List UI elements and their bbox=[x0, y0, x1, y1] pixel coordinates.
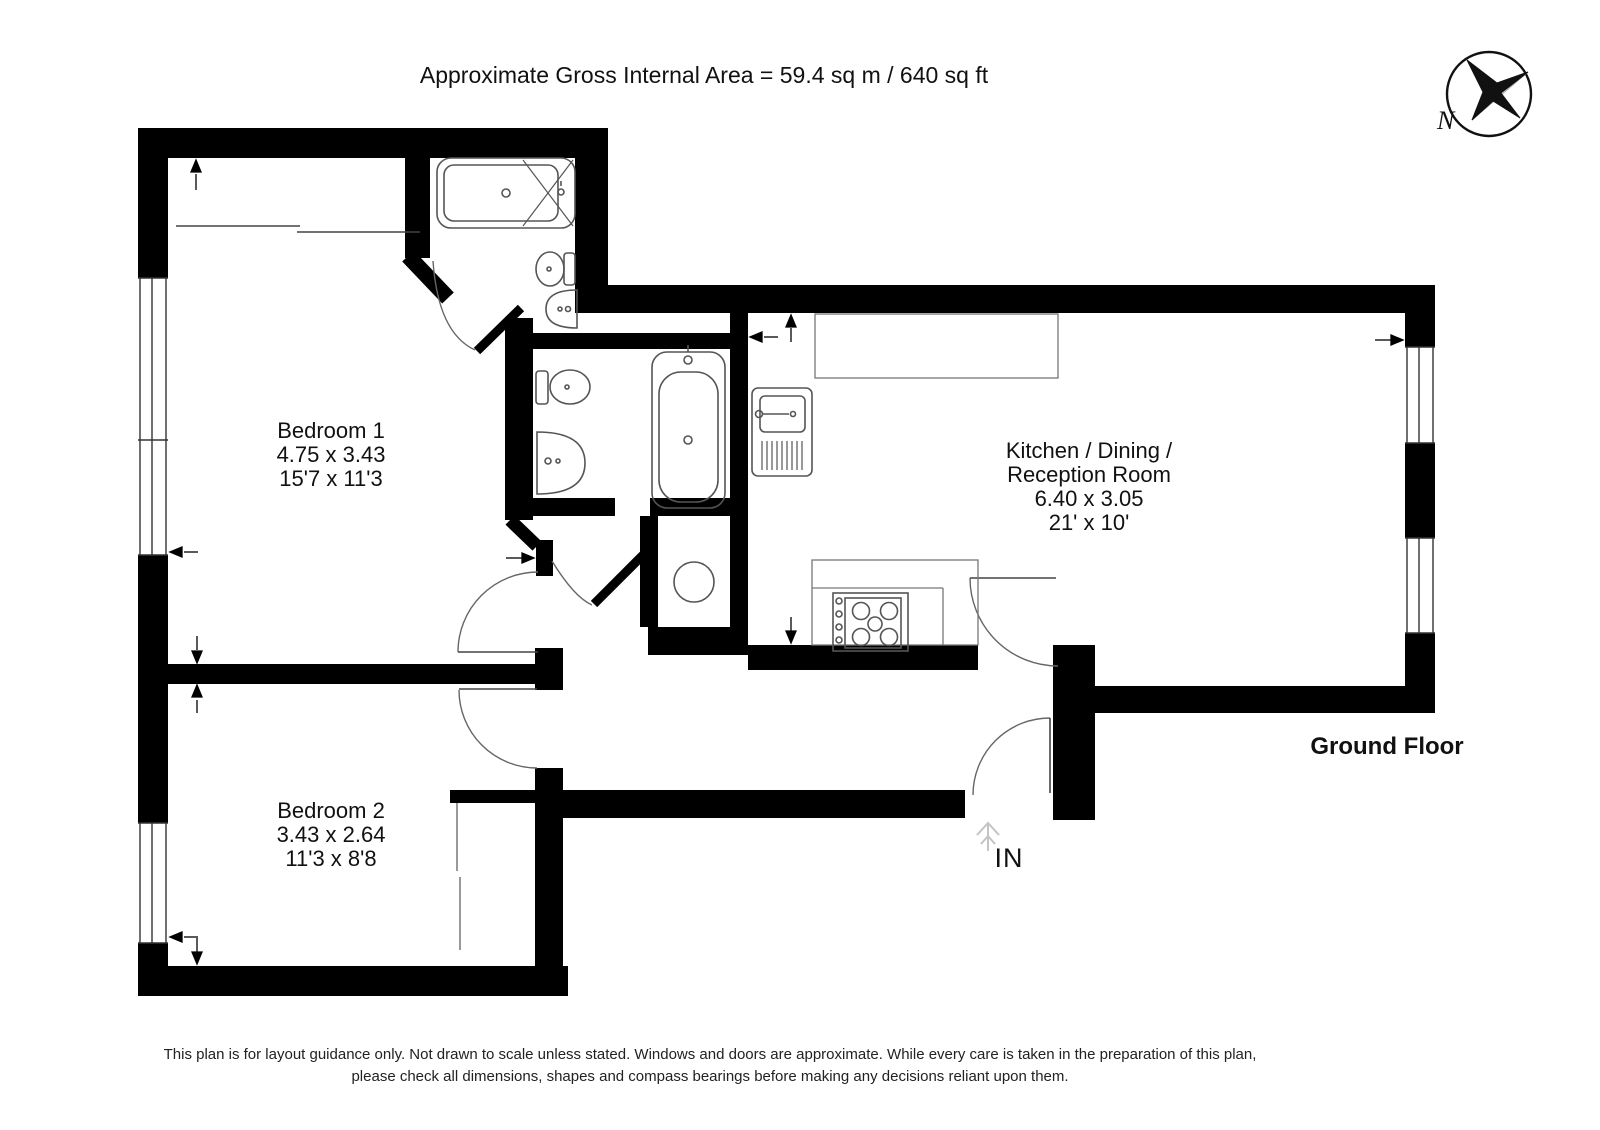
basin-1 bbox=[546, 290, 577, 328]
basin-2 bbox=[537, 432, 585, 494]
cylinder-cupboard bbox=[674, 562, 714, 602]
door-entrance bbox=[973, 718, 1050, 795]
door-bedroom1 bbox=[458, 572, 538, 652]
kitchen-metric: 6.40 x 3.05 bbox=[1034, 486, 1144, 511]
disclaimer-line2: please check all dimensions, shapes and compass bearings before making any decisions reliant upon them. bbox=[351, 1068, 1069, 1085]
compass-rose-icon bbox=[1447, 52, 1531, 136]
door-bathroom2 bbox=[552, 549, 649, 605]
entrance-label: IN bbox=[994, 843, 1024, 873]
floor-name: Ground Floor bbox=[1310, 733, 1464, 760]
bedroom2-name: Bedroom 2 bbox=[277, 798, 385, 823]
bedroom1-metric: 4.75 x 3.43 bbox=[276, 442, 386, 467]
disclaimer-line1: This plan is for layout guidance only. Not drawn to scale unless stated. Windows and doors are approximate. While every care is taken in the preparation of this plan, bbox=[163, 1046, 1257, 1063]
bedroom2-imperial: 11'3 x 8'8 bbox=[285, 846, 377, 871]
bathtub-1 bbox=[437, 158, 575, 228]
kitchen-imperial: 21' x 10' bbox=[1048, 510, 1130, 535]
door-kitchen bbox=[970, 578, 1058, 666]
bedroom2-label bbox=[277, 799, 386, 871]
kitchen-name-line1: Kitchen / Dining / bbox=[1005, 438, 1173, 463]
hob bbox=[833, 593, 908, 651]
kitchen-label bbox=[1006, 439, 1172, 535]
wardrobe-doors bbox=[176, 226, 420, 232]
bedroom1-label bbox=[277, 419, 386, 491]
closet-door bbox=[457, 803, 460, 950]
door-bedroom2 bbox=[459, 689, 537, 768]
bedroom2-metric: 3.43 x 2.64 bbox=[276, 822, 386, 847]
bedroom1-imperial: 15'7 x 11'3 bbox=[279, 466, 383, 491]
plan-title: Approximate Gross Internal Area = 59.4 sq m / 640 sq ft bbox=[419, 62, 989, 88]
compass-north-label: N bbox=[1437, 106, 1455, 135]
kitchen-counter-top bbox=[815, 314, 1058, 378]
toilet-2 bbox=[536, 370, 590, 404]
window-reception-1 bbox=[1405, 347, 1435, 443]
disclaimer bbox=[164, 1044, 1257, 1088]
kitchen-sink bbox=[752, 388, 812, 476]
window-reception-2 bbox=[1405, 538, 1435, 633]
bedroom1-name: Bedroom 1 bbox=[277, 418, 385, 443]
window-bedroom2 bbox=[138, 823, 168, 943]
window-bedroom1 bbox=[138, 278, 168, 555]
toilet-1 bbox=[536, 252, 575, 286]
bathtub-2 bbox=[652, 345, 725, 508]
kitchen-name-line2: Reception Room bbox=[1007, 462, 1171, 487]
